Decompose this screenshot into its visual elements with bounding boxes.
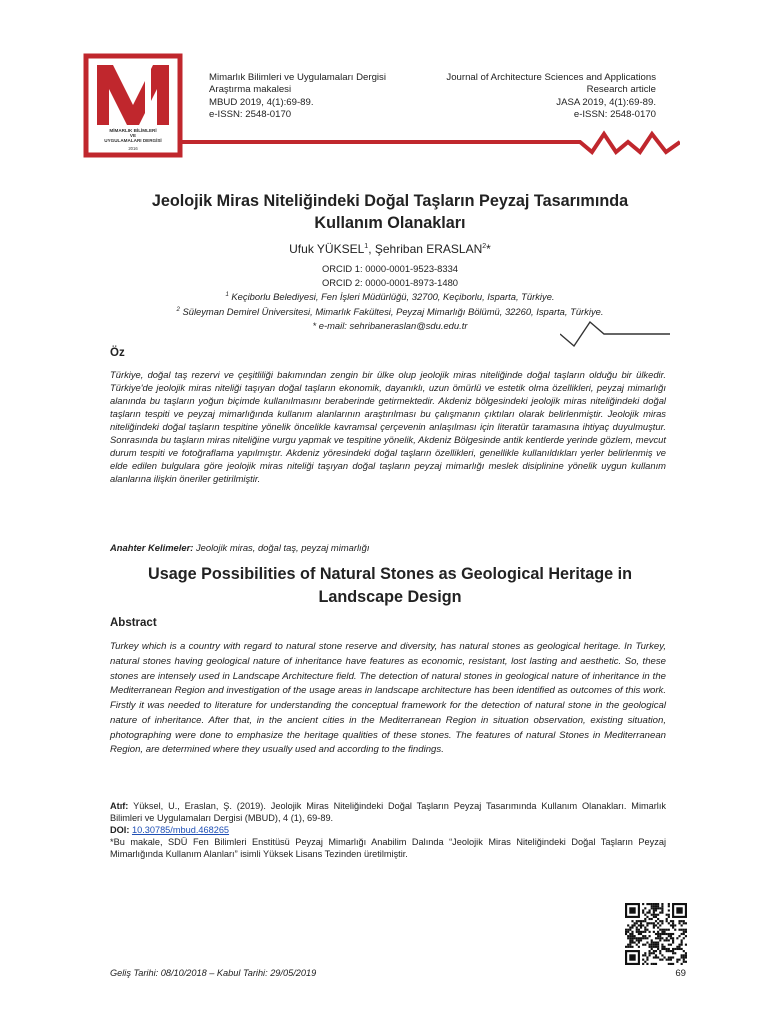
orcid-1: ORCID 1: 0000-0001-9523-8334 <box>321 263 459 274</box>
author-2: Şehriban ERASLAN <box>374 242 483 256</box>
oz-heading: Öz <box>110 347 125 359</box>
affiliation-1-sup: 1 <box>225 291 229 298</box>
author-1: Ufuk YÜKSEL <box>289 242 365 256</box>
affiliation-2-text: Süleyman Demirel Üniversitesi, Mimarlık Fakültesi, Peyzaj Mimarlığı Bölümü, 32260, Isparta, Türkiye. <box>179 306 604 317</box>
citation-block <box>110 800 666 860</box>
author-sep: , <box>368 242 375 256</box>
section-zigzag-line <box>560 318 670 353</box>
keywords-label: Anahter Kelimeler: <box>110 542 194 553</box>
affiliation-1-text: Keçiborlu Belediyesi, Fen İşleri Müdürlüğü, 32700, Keçiborlu, Isparta, Türkiye. <box>228 291 555 302</box>
page-number: 69 <box>675 968 686 979</box>
article-type-tr: Araştırma makalesi <box>209 84 292 96</box>
doi-link[interactable]: 10.30785/mbud.468265 <box>131 825 230 836</box>
title-en-line-2: Landscape Design <box>318 588 462 606</box>
author-1-sup: 1 <box>364 243 369 250</box>
author-2-sup: 2 <box>482 243 487 250</box>
corresponding-star: * <box>486 242 491 256</box>
title-en-line-1: Usage Possibilities of Natural Stones as Geological Heritage in <box>148 565 632 583</box>
oz-text: Türkiye, doğal taş rezervi ve çeşitliliği bakımından zengin bir ülke olup jeolojik miras niteliğinde doğal taşların olduğu bir ülkedir. Türkiye'de jeolojik miras niteliği taşıyan doğal taşların ekonomik, dayanıklı, uzun ömürlü ve estetik olma özellikleri, peyzaj mimarlığı alanında bu taşların yoğun biçimde kullanılmasını beraberinde getirmektedir. Akdeniz bölgesindeki jeolojik miras niteliğindeki doğal taşların tespiti ve peyzaj mimarlığında kullanım alanlarının araştırılması bu çalışmanın çıktıları olarak belirlenmiştir. Jeolojik miras niteliğindeki doğal taşların tespitine yönelik öncelikle kavramsal çerçevenin anlaşılması için literatür taramasına ihtiyaç duyulmuştur. Sonrasında bu taşların miras niteliğine vurgu yapmak ve tespitine yönelik, Akdeniz Bölgesinde antik kentlerde yerinde gözlem, mevcut durum tespiti ve fotoğraflama yapılmıştır. Akdeniz yöresindeki doğal taşların özellikleri, genellikle kullanıldıkları yerler belirlenmiş ve elde edilen bulgulara göre jeolojik miras niteliği taşıyan doğal taşların peyzaj mimarlığı meslek disiplinine yönelik uygun kullanım alanlarına ilişkin öneriler getirilmiştir. <box>110 369 666 485</box>
journal-name-en: Journal of Architecture Sciences and Applications <box>446 72 656 83</box>
keywords <box>110 542 369 553</box>
doi-label: DOI: <box>110 825 130 836</box>
logo-text-4: 2016 <box>128 146 138 151</box>
doi-line <box>110 824 666 836</box>
issue-tr: MBUD 2019, 4(1):69-89. <box>209 96 314 108</box>
header-right <box>446 72 656 121</box>
header-zigzag-line <box>180 130 680 165</box>
affiliation-2 <box>110 306 670 317</box>
title-en <box>110 563 670 609</box>
affiliation-1 <box>110 291 670 302</box>
thesis-note: *Bu makale, SDÜ Fen Bilimleri Enstitüsü Peyzaj Mimarlığı Anabilim Dalında “Jeolojik Miras Niteliğindeki Doğal Taşların Peyzaj Mimarlığında Kullanım Alanları” isimli Yüksek Lisans Tezinden üretilmiştir. <box>110 837 666 860</box>
qr-code <box>625 903 687 965</box>
abstract-text: Turkey which is a country with regard to natural stone reserve and diversity, has natural stones as geological heritage. In Turkey, natural stones having geological nature of inheritance have features as economic, resistant, lost lasting and aesthetic. So, these stones are intensely used in Landscape Architecture field. The detection of natural stones in geological nature of inheritance in the Mediterranean Region and investigation of the usage areas in landscape architecture has been identified as outcomes of this work. Firstly it was needed to literature for understanding the conceptual framework for the detection of natural stone in the geological nature of inheritance. After that, in the ancient cities in the Mediterranean Region in situation observation, existing situation, photographing were done to emphasize the heritage qualities of these stones. The features of natural Stones in Mediterranean Region, are determined where they usually used and according to the findings. <box>110 641 666 756</box>
keywords-value: Jeolojik miras, doğal taş, peyzaj mimarlığı <box>193 542 370 553</box>
issn-tr: e-ISSN: 2548-0170 <box>209 108 292 120</box>
logo-text-3: UYGULAMALARI DERGİSİ <box>104 138 162 143</box>
journal-name-tr: Mimarlık Bilimleri ve Uygulamaları Dergisi <box>209 72 386 83</box>
issn-en: e-ISSN: 2548-0170 <box>573 108 656 120</box>
article-type-en: Research article <box>586 84 656 96</box>
orcid-2: ORCID 2: 0000-0001-8973-1480 <box>321 277 459 288</box>
citation-label: Atıf: <box>110 801 129 811</box>
logo-text-2: VE <box>129 133 137 138</box>
issue-en: JASA 2019, 4(1):69-89. <box>556 96 656 108</box>
abstract-heading: Abstract <box>110 617 157 629</box>
authors <box>110 242 670 256</box>
title-tr-line-2: Kullanım Olanakları <box>314 214 466 232</box>
logo-text-1: MİMARLIK BİLİMLERİ <box>109 128 157 133</box>
title-tr <box>110 190 670 234</box>
submission-dates: Geliş Tarihi: 08/10/2018 – Kabul Tarihi: 29/05/2019 <box>110 968 317 978</box>
citation <box>110 800 666 824</box>
header-left <box>209 72 386 121</box>
affiliation-2-sup: 2 <box>176 306 180 313</box>
title-tr-line-1: Jeolojik Miras Niteliğindeki Doğal Taşların Peyzaj Tasarımında <box>151 192 629 210</box>
citation-text: Yüksel, U., Eraslan, Ş. (2019). Jeolojik Miras Niteliğindeki Doğal Taşların Peyzaj Tasarımında Kullanım Olanakları. Mimarlık Bilimleri ve Uygulamaları Dergisi (MBUD), 4 (1), 69-89. <box>110 801 666 824</box>
journal-logo <box>83 53 183 158</box>
contact-email: * e-mail: sehribaneraslan@sdu.edu.tr <box>312 320 468 331</box>
